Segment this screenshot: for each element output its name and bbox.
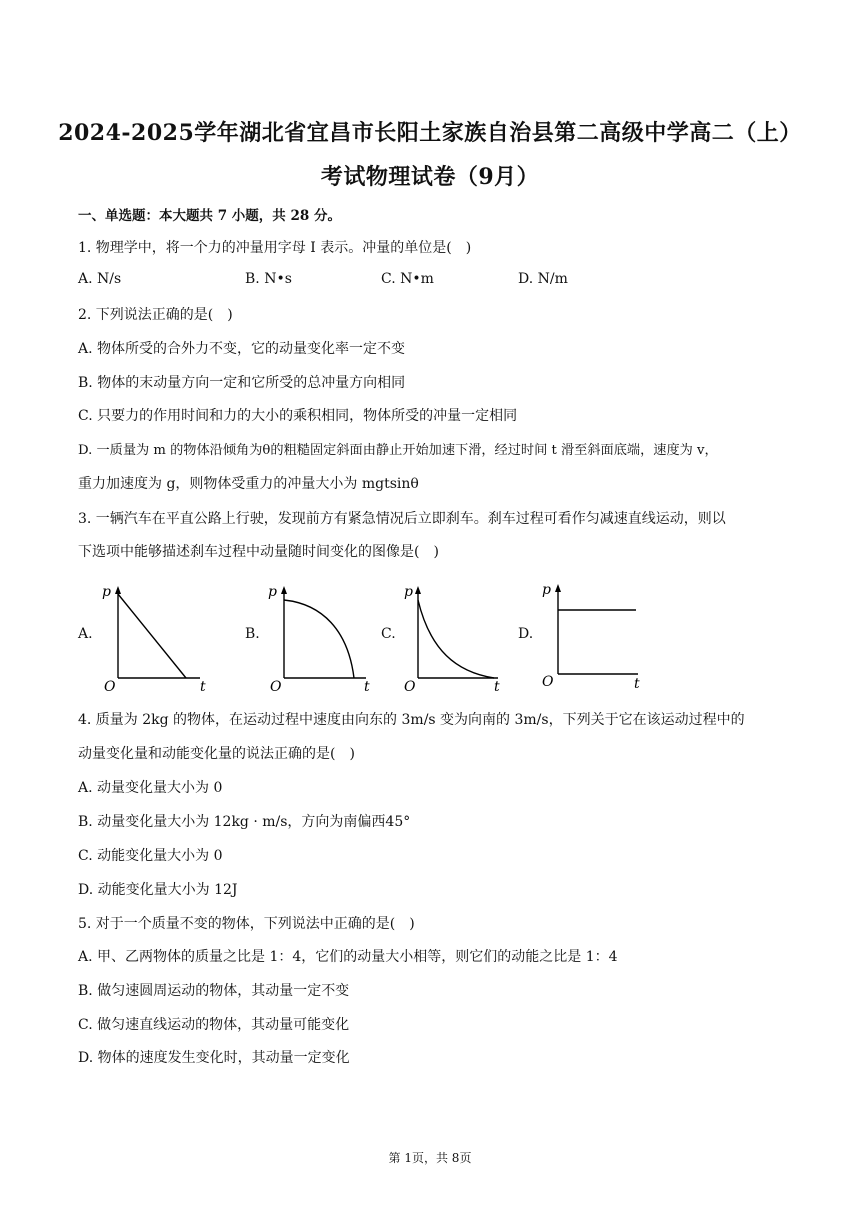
graph-d-y-arrow bbox=[555, 584, 561, 592]
question-3-option-a-label: A. bbox=[78, 626, 93, 642]
question-4-stem-line-1: 4. 质量为 2kg 的物体，在运动过程中速度由向东的 3m/s 变为向南的 3m/s，下列关于它在该运动过程中的 bbox=[78, 712, 745, 728]
question-4-option-c: C. 动能变化量大小为 0 bbox=[78, 848, 223, 864]
question-5-option-d: D. 物体的速度发生变化时，其动量一定变化 bbox=[78, 1050, 350, 1066]
graph-c bbox=[400, 578, 512, 696]
graph-c-y-arrow bbox=[415, 586, 421, 594]
question-4-option-a: A. 动量变化量大小为 0 bbox=[78, 780, 223, 796]
question-1-option-a: A. N/s bbox=[78, 271, 122, 287]
graph-c-curve bbox=[418, 600, 494, 678]
question-2-option-b: B. 物体的末动量方向一定和它所受的总冲量方向相同 bbox=[78, 375, 406, 391]
graph-b-t-label: t bbox=[364, 679, 370, 695]
graph-b-p-label: p bbox=[268, 584, 277, 600]
graph-a-y-arrow bbox=[115, 586, 121, 594]
question-3-option-c-label: C. bbox=[381, 626, 396, 642]
question-3-stem-line-1: 3. 一辆汽车在平直公路上行驶，发现前方有紧急情况后立即刹车。刹车过程可看作匀减速直线运动，则以 bbox=[78, 511, 726, 527]
question-1-option-d: D. N/m bbox=[518, 271, 568, 287]
question-3-stem-line-2: 下选项中能够描述刹车过程中动量随时间变化的图像是( ) bbox=[78, 544, 439, 560]
question-5-option-b: B. 做匀速圆周运动的物体，其动量一定不变 bbox=[78, 983, 350, 999]
question-4-stem-line-2: 动量变化量和动能变化量的说法正确的是( ) bbox=[78, 746, 355, 762]
graph-d-p-label: p bbox=[542, 582, 551, 598]
graph-a-p-label: p bbox=[102, 584, 111, 600]
question-1-option-b: B. N•s bbox=[245, 271, 292, 287]
graph-a-origin-label: O bbox=[104, 679, 116, 695]
graph-b-y-arrow bbox=[281, 586, 287, 594]
graph-b-origin-label: O bbox=[270, 679, 282, 695]
question-3-option-b-label: B. bbox=[245, 626, 260, 642]
question-2-stem: 2. 下列说法正确的是( ) bbox=[78, 307, 233, 323]
graph-a-curve bbox=[118, 594, 186, 678]
page-footer: 第 1页，共 8页 bbox=[388, 1151, 472, 1165]
page-title-line-2: 考试物理试卷（9月） bbox=[320, 164, 540, 190]
question-2-option-a: A. 物体所受的合外力不变，它的动量变化率一定不变 bbox=[78, 341, 406, 357]
page-title-line-1: 2024-2025学年湖北省宜昌市长阳土家族自治县第二高级中学高二（上） bbox=[58, 120, 802, 146]
question-2-option-d-cont: 重力加速度为 g，则物体受重力的冲量大小为 mgtsinθ bbox=[78, 476, 419, 492]
graph-c-t-label: t bbox=[494, 679, 500, 695]
graph-c-p-label: p bbox=[404, 584, 413, 600]
question-5-option-a: A. 甲、乙两物体的质量之比是 1：4，它们的动量大小相等，则它们的动能之比是 1：4 bbox=[78, 949, 618, 965]
question-5-option-c: C. 做匀速直线运动的物体，其动量可能变化 bbox=[78, 1017, 350, 1033]
question-1-stem: 1. 物理学中，将一个力的冲量用字母 I 表示。冲量的单位是( ) bbox=[78, 240, 472, 256]
graph-d bbox=[538, 578, 648, 696]
question-5-stem: 5. 对于一个质量不变的物体，下列说法中正确的是( ) bbox=[78, 916, 415, 932]
graph-a-t-label: t bbox=[200, 679, 206, 695]
section-heading: 一、单选题：本大题共 7 小题，共 28 分。 bbox=[78, 208, 341, 224]
graph-d-t-label: t bbox=[634, 676, 640, 692]
question-4-option-b: B. 动量变化量大小为 12kg · m/s，方向为南偏西45° bbox=[78, 814, 411, 830]
graph-c-origin-label: O bbox=[404, 679, 416, 695]
question-4-option-d: D. 动能变化量大小为 12J bbox=[78, 882, 238, 898]
question-2-option-c: C. 只要力的作用时间和力的大小的乘积相同，物体所受的冲量一定相同 bbox=[78, 408, 518, 424]
question-2-option-d: D. 一质量为 m 的物体沿倾角为θ的粗糙固定斜面由静止开始加速下滑，经过时间 t 滑至斜面底端，速度为 v， bbox=[78, 443, 718, 458]
graph-b bbox=[264, 578, 384, 696]
graph-b-curve bbox=[284, 600, 354, 678]
graph-a bbox=[96, 578, 216, 696]
graph-d-origin-label: O bbox=[542, 674, 554, 690]
question-1-option-c: C. N•m bbox=[381, 271, 434, 287]
question-3-option-d-label: D. bbox=[518, 626, 534, 642]
